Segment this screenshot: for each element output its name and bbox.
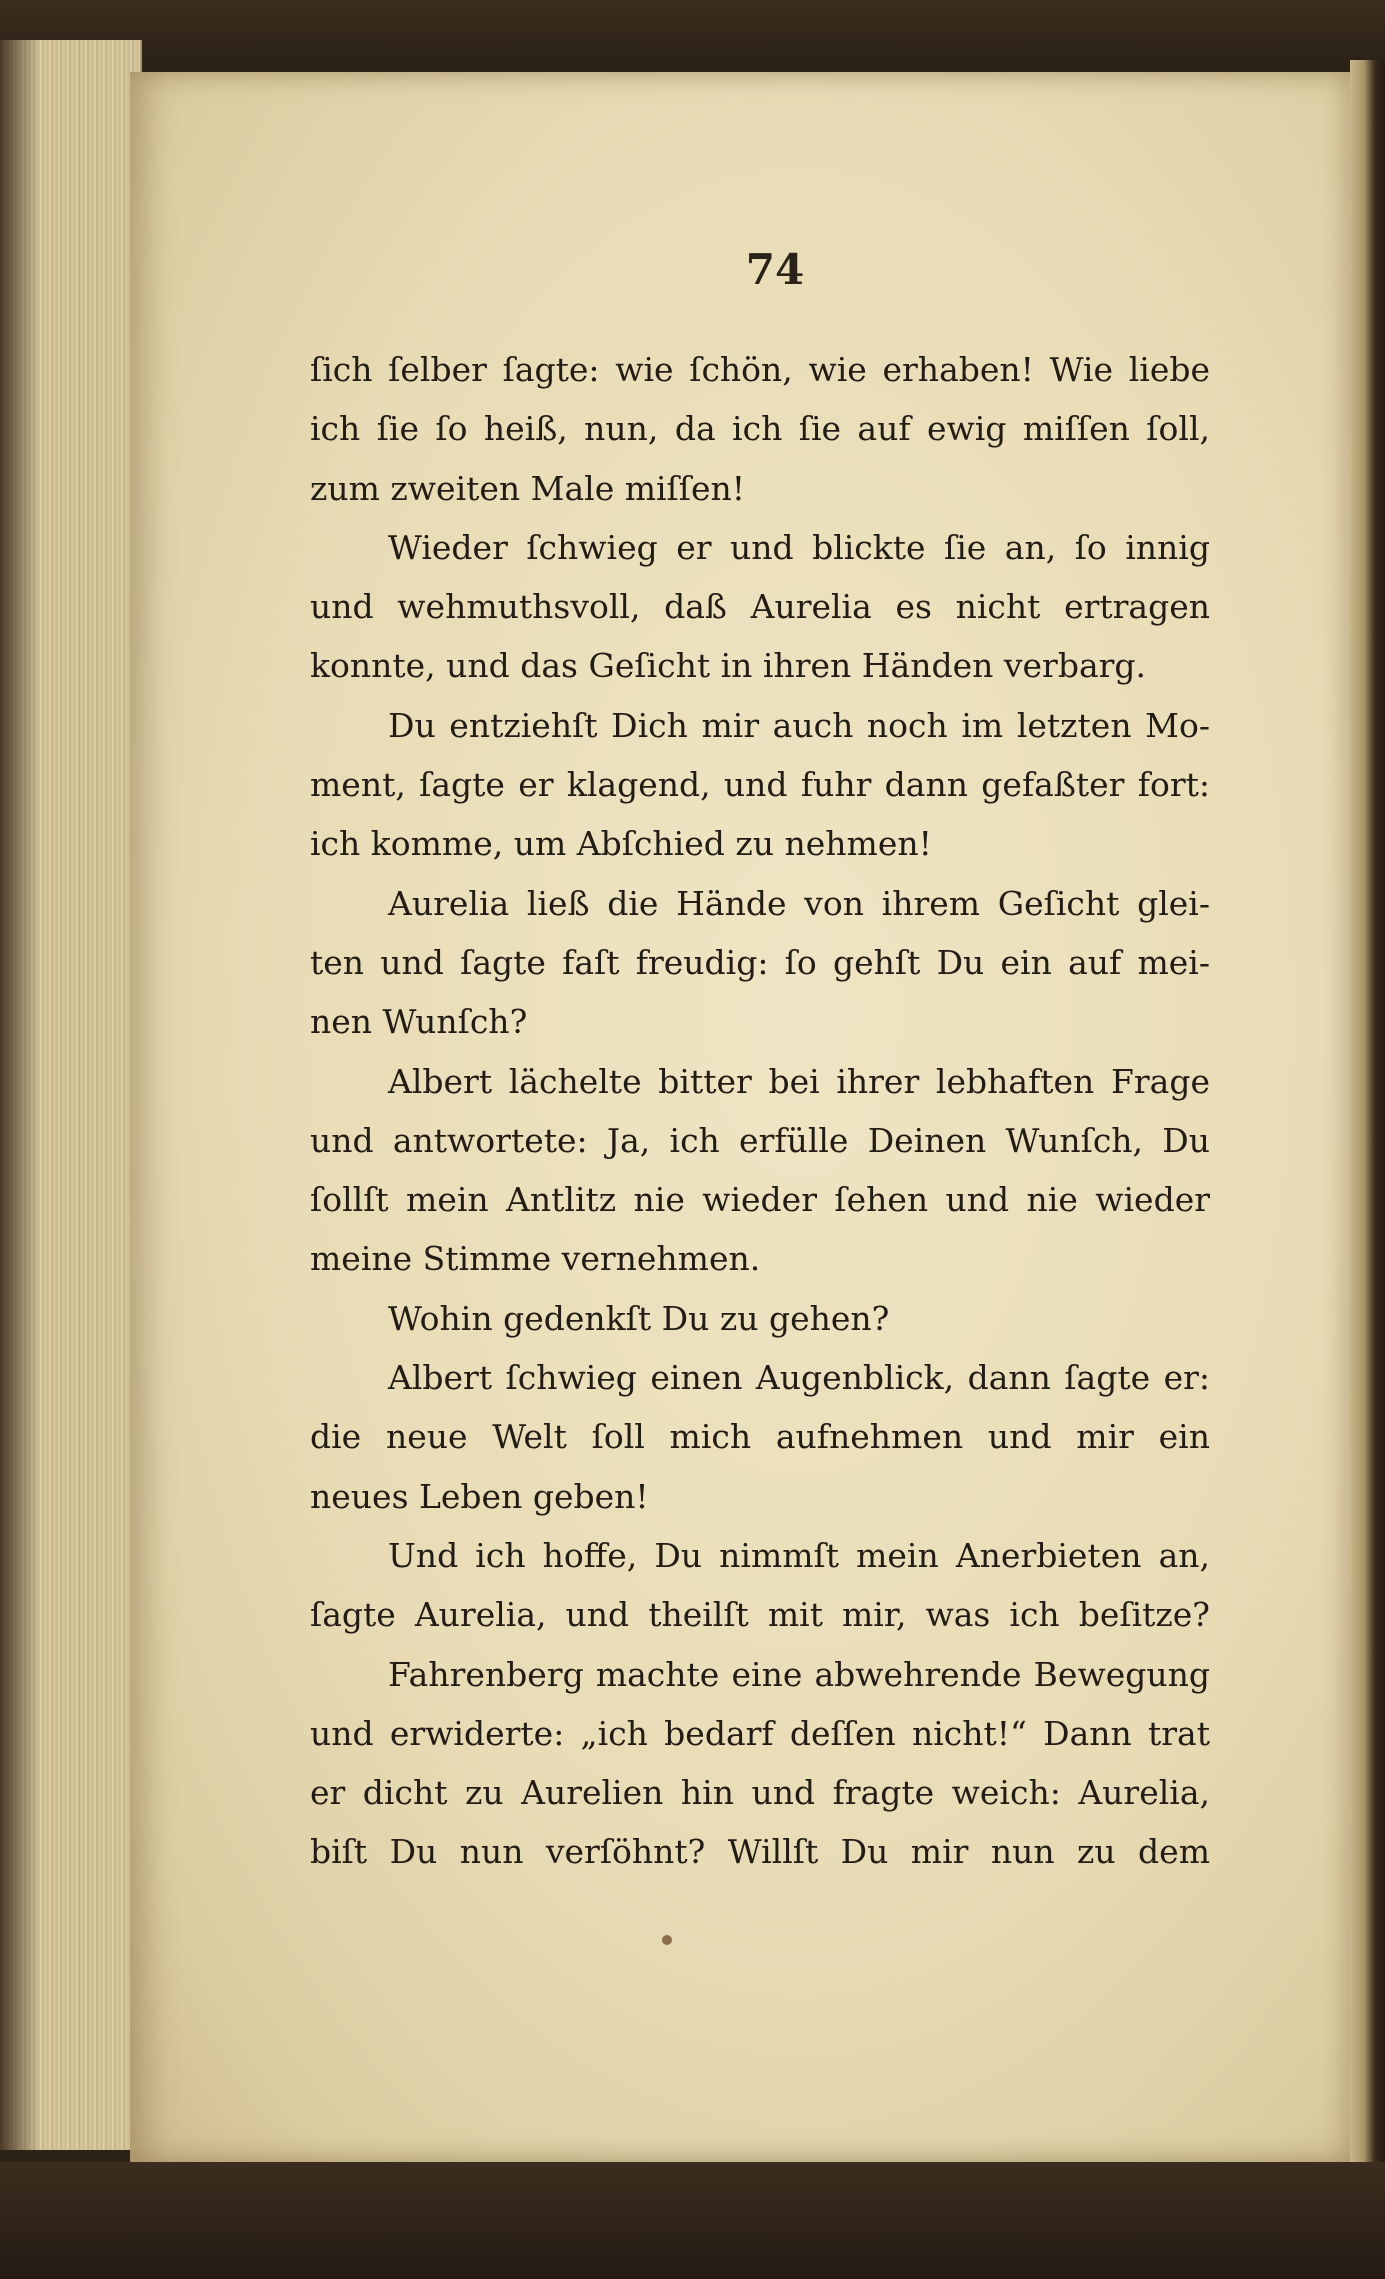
text-line: und erwiderte: „ich bedarf deſſen nicht!“ Dann trat: [310, 1713, 1210, 1753]
text-line: die neue Welt ſoll mich aufnehmen und mir ein: [310, 1417, 1210, 1457]
text-line: Aurelia ließ die Hände von ihrem Geſicht glei-: [388, 883, 1210, 923]
text-line: konnte, und das Geſicht in ihren Händen verbarg.: [310, 646, 1147, 686]
text-line: ſich ſelber ſagte: wie ſchön, wie erhaben! Wie liebe: [310, 350, 1210, 389]
text-line: und antwortete: Ja, ich erfülle Deinen Wunſch, Du: [310, 1120, 1210, 1160]
text-line: ten und ſagte faſt freudig: ſo gehſt Du ein auf mei-: [310, 942, 1210, 982]
text-line: biſt Du nun verſöhnt? Willſt Du mir nun zu dem: [310, 1832, 1210, 1872]
text-line: ſagte Aurelia, und theilſt mit mir, was ich beſitze?: [310, 1595, 1210, 1635]
text-line: ment, ſagte er klagend, und fuhr dann gefaßter fort:: [310, 765, 1210, 805]
text-line: Und ich hoffe, Du nimmſt mein Anerbieten an,: [388, 1535, 1210, 1575]
ink-spot: [662, 1935, 672, 1945]
text-line: meine Stimme vernehmen.: [310, 1239, 761, 1279]
text-line: Albert ſchwieg einen Augenblick, dann ſagte er:: [388, 1358, 1210, 1398]
text-line: er dicht zu Aurelien hin und fragte weich: Aurelia,: [310, 1773, 1210, 1813]
text-line: Fahrenberg machte eine abwehrende Bewegung: [388, 1654, 1210, 1694]
text-line: neues Leben geben!: [310, 1476, 649, 1516]
binding-shadow: [0, 40, 40, 2150]
page-text: [310, 340, 1210, 1882]
text-line: nen Wunſch?: [310, 1002, 528, 1042]
text-line: Du entziehſt Dich mir auch noch im letzten Mo-: [388, 705, 1210, 745]
text-line: ich komme, um Abſchied zu nehmen!: [310, 824, 932, 864]
text-line: Wieder ſchwieg er und blickte ſie an, ſo innig: [388, 527, 1210, 567]
book-cover-right: [1350, 60, 1385, 2190]
text-line: zum zweiten Male miſſen!: [310, 468, 746, 508]
text-line: Albert lächelte bitter bei ihrer lebhaften Frage: [388, 1061, 1210, 1101]
text-line: Wohin gedenkſt Du zu gehen?: [388, 1298, 890, 1338]
book-cover-top: [0, 0, 1385, 70]
book-cover-bottom: [0, 2162, 1385, 2279]
page-number: 74: [745, 245, 805, 294]
text-line: ich ſie ſo heiß, nun, da ich ſie auf ewig miſſen ſoll,: [310, 409, 1210, 449]
text-line: und wehmuthsvoll, daß Aurelia es nicht ertragen: [310, 587, 1210, 627]
text-line: ſollſt mein Antlitz nie wieder ſehen und nie wieder: [310, 1180, 1210, 1220]
